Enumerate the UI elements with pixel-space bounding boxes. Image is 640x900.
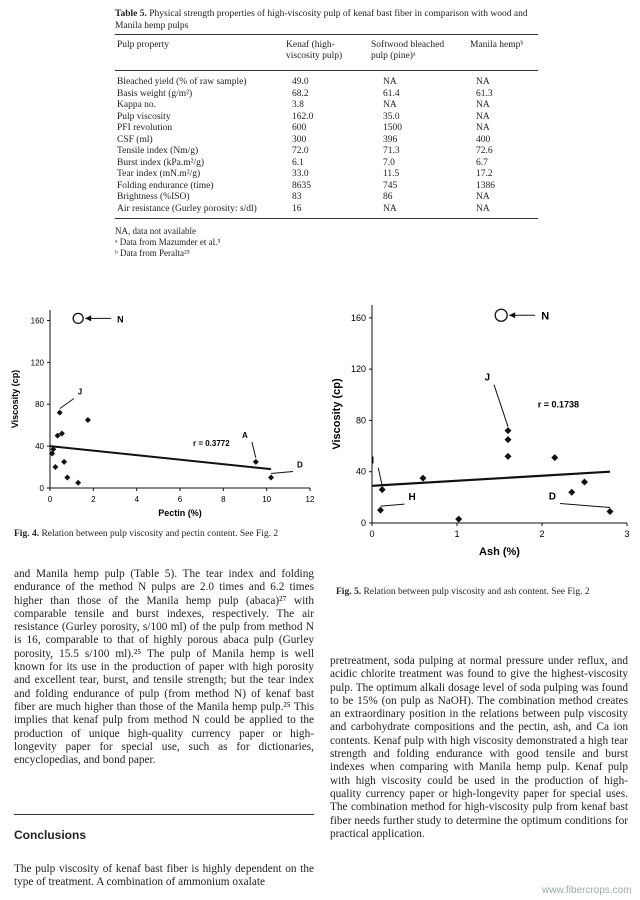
x-tick-label: 6 — [177, 495, 183, 504]
table-cell: 72.0 — [292, 146, 309, 156]
data-point — [377, 507, 384, 514]
table-cell: NA — [383, 203, 397, 214]
y-tick-label: 40 — [355, 466, 366, 477]
table-title: Physical strength properties of high-viscosity pulp of kenaf bast fiber in comparison with wood and Manila hemp pulps — [115, 9, 528, 31]
table-cell: 745 — [383, 180, 398, 191]
table-cell: 86 — [383, 192, 393, 202]
data-point — [253, 459, 259, 465]
data-point — [505, 427, 512, 434]
fig5-text: Relation between pulp viscosity and ash content. See Fig. 2 — [363, 587, 590, 597]
data-point — [505, 436, 512, 443]
table-label: Table 5. — [115, 9, 147, 19]
y-axis-label: Viscosity (cp) — [331, 378, 343, 450]
fig4-text: Relation between pulp viscosity and pectin content. See Fig. 2 — [41, 529, 279, 539]
fig5-label: Fig. 5. — [336, 587, 362, 597]
table-cell: 33.0 — [292, 169, 309, 179]
annotation-label: N — [541, 310, 550, 323]
table-cell: 162.0 — [292, 111, 314, 122]
data-point — [379, 486, 386, 493]
y-tick-label: 80 — [355, 415, 366, 426]
fig4-label: Fig. 4. — [14, 529, 40, 539]
table-cell: 1386 — [476, 180, 495, 191]
footnote-a: ᵃ Data from Mazumder et al.⁵ — [115, 237, 221, 247]
table-footnotes — [115, 226, 221, 259]
annotation-label: N — [117, 314, 124, 325]
data-point — [581, 478, 588, 485]
table-cell: 35.0 — [383, 111, 400, 122]
table-cell: 11.5 — [383, 169, 400, 179]
table-row — [115, 158, 538, 169]
table-cell: Air resistance (Gurley porosity: s/dl) — [117, 203, 257, 214]
x-tick-label: 2 — [91, 495, 96, 504]
table-cell: PFI revolution — [117, 123, 173, 133]
annotation-label: A — [242, 430, 248, 440]
annotation-label: J — [484, 372, 490, 384]
table-cell: Brightness (%ISO) — [117, 192, 190, 202]
x-tick-label: 4 — [134, 495, 139, 504]
data-point — [607, 508, 614, 515]
table-row — [115, 123, 538, 134]
data-point — [52, 464, 58, 470]
table-cell: 83 — [292, 192, 302, 202]
y-tick-label: 40 — [35, 442, 44, 452]
table-header-rule — [115, 70, 538, 71]
table-row — [115, 112, 538, 123]
table-cell: 400 — [476, 134, 491, 145]
annotation-arrow — [378, 468, 382, 486]
table-cell: 6.1 — [292, 157, 304, 168]
data-point — [268, 475, 274, 481]
table-row — [115, 100, 538, 111]
table-cell: 3.8 — [292, 100, 304, 110]
table-cell: Pulp viscosity — [117, 111, 171, 122]
watermark: www.fibercrops.com — [542, 885, 632, 896]
annotation-arrow — [271, 472, 293, 474]
table-cell: Tensile index (Nm/g) — [117, 146, 199, 156]
table-cell: NA — [476, 203, 490, 214]
y-tick-label: 80 — [35, 400, 44, 410]
x-tick-label: 0 — [47, 495, 53, 504]
table-cell: Folding endurance (time) — [117, 180, 214, 191]
table-top-rule — [115, 34, 538, 35]
annotation-label: D — [548, 491, 556, 503]
x-axis-label: Pectin (%) — [158, 508, 202, 518]
conclusions-heading: Conclusions — [14, 828, 87, 842]
arrow-head — [509, 312, 515, 318]
x-axis-label: Ash (%) — [479, 546, 520, 558]
table-cell: NA — [476, 123, 490, 133]
x-tick-label: 12 — [305, 495, 315, 504]
x-tick-label: 2 — [539, 529, 545, 539]
x-tick-label: 8 — [221, 495, 226, 504]
table-cell: NA — [476, 100, 490, 110]
y-tick-label: 160 — [30, 316, 44, 326]
table-row — [115, 181, 538, 192]
data-point — [75, 480, 81, 486]
fig4-caption — [14, 528, 314, 540]
table-row — [115, 89, 538, 100]
highlight-point-n — [73, 313, 83, 323]
table-cell: NA — [476, 192, 490, 202]
highlight-point-n — [495, 309, 507, 321]
data-point — [61, 459, 67, 465]
table-cell: 61.4 — [383, 88, 400, 99]
table-cell: Kappa no. — [117, 100, 157, 110]
annotation-label: J — [77, 387, 83, 397]
table-cell: 17.2 — [476, 169, 493, 179]
footnote-na: NA, data not available — [115, 226, 196, 236]
table-row — [115, 192, 538, 203]
table-header-kenaf: Kenaf (high-viscosity pulp) — [286, 40, 343, 61]
table-header-manila: Manila hempᵇ — [470, 40, 524, 50]
table-cell: 61.3 — [476, 88, 493, 99]
annotation-label: D — [297, 460, 303, 470]
data-point — [505, 453, 512, 460]
table-cell: CSF (ml) — [117, 134, 153, 145]
annotation-arrow — [560, 503, 610, 507]
data-point — [57, 410, 63, 416]
table-cell: NA — [383, 100, 397, 110]
table-row — [115, 204, 538, 215]
table-cell: Basis weight (g/m²) — [117, 88, 193, 99]
table-caption — [115, 8, 540, 32]
table-cell: 71.3 — [383, 146, 400, 156]
table-cell: NA — [476, 111, 490, 122]
fig4-chart — [0, 298, 320, 518]
annotation-arrow — [60, 399, 74, 409]
table-cell: 396 — [383, 134, 398, 145]
correlation-label: r = 0.1738 — [537, 399, 580, 410]
table-row — [115, 146, 538, 157]
right-body-paragraph: pretreatment, soda pulping at normal pressure under reflux, and acidic chlorite treatment was found to give the highest-viscosity pulp. The optimum alkali dosage level of soda pulping was found to be 15% (on pulp as NaOH). The combination method creates an extraordinary position in the relations between pulp viscosity and carbohydrate compositions and the pectin, ash, and Ca ion contents. Kenaf pulp with high viscosity demonstrated a high tear strength and folding endurance with good tensile and burst indexes when comparing with Manila hemp pulp. Kenaf pulp with high viscosity could be used in the production of high-quality currency paper or high-longevity paper for special uses. The combination method for high-viscosity pulp from kenaf bast fiber needs further study to determine the optimum conditions for practical application. — [330, 655, 628, 840]
y-tick-label: 120 — [350, 364, 366, 375]
table-row — [115, 169, 538, 180]
table-cell: NA — [383, 77, 397, 87]
table-cell: 72.6 — [476, 146, 493, 156]
table-cell: NA — [476, 77, 490, 87]
table-cell: 7.0 — [383, 157, 395, 168]
conclusions-paragraph: The pulp viscosity of kenaf bast fiber is highly dependent on the type of treatment. A combination of ammonium oxalate — [14, 863, 314, 889]
data-point — [551, 454, 558, 461]
y-tick-label: 160 — [350, 312, 366, 323]
table-cell: 300 — [292, 134, 307, 145]
annotation-label: H — [408, 492, 416, 504]
annotation-arrow — [252, 442, 256, 458]
x-tick-label: 0 — [369, 529, 375, 539]
table-cell: 8635 — [292, 180, 311, 191]
table-cell: Bleached yield (% of raw sample) — [117, 77, 247, 87]
data-point — [64, 475, 70, 481]
arrow-head — [85, 315, 91, 321]
table-bottom-rule — [115, 218, 538, 219]
y-tick-label: 0 — [39, 484, 44, 493]
footnote-b: ᵇ Data from Peralta²⁵ — [115, 248, 190, 258]
trendline — [372, 472, 610, 486]
data-point — [420, 475, 427, 482]
table-cell: 1500 — [383, 123, 402, 133]
section-rule — [14, 814, 314, 815]
table-cell: 600 — [292, 123, 307, 133]
fig5-caption — [336, 586, 636, 598]
table-cell: 16 — [292, 203, 302, 214]
data-point — [568, 489, 575, 496]
table-header-softwood: Softwood bleached pulp (pine)ᵃ — [371, 40, 445, 61]
left-body-paragraph: and Manila hemp pulp (Table 5). The tear index and folding endurance of the method N pulps are 2.0 times and 6.2 times higher than those of the Manila hemp pulp (abaca)²⁷ with comparable tensile and burst indexes, respectively. The air resistance (Gurley porosity, s/100 ml) of the pulp from method N is 16, comparable to that of highly porous abaca pulp (Gurley porosity, 15.5 s/100 ml).²⁵ The pulp of Manila hemp is well known for its use in the production of paper with high porosity and excellent tear, burst, and tensile strength; but the tear index and folding endurance of pulp (from method N) of kenaf bast fiber are much higher than those of the Manila hemp pulp.²⁵ This implies that kenaf pulp from method N could be applied to the production of unique high-quality currency paper or high-longevity paper for special use, such as for dictionaries, encyclopedias, and bond paper. — [14, 568, 314, 767]
data-point — [85, 417, 91, 423]
y-tick-label: 120 — [30, 358, 44, 368]
table-header-property: Pulp property — [117, 40, 169, 50]
table-row — [115, 77, 538, 88]
y-tick-label: 0 — [360, 518, 366, 528]
table-cell: 49.0 — [292, 77, 309, 87]
annotation-arrow — [381, 504, 405, 506]
table-cell: 68.2 — [292, 88, 309, 99]
annotation-arrow — [494, 385, 508, 427]
table-cell: Tear index (mN.m²/g) — [117, 169, 201, 179]
x-tick-label: 3 — [624, 529, 630, 539]
y-axis-label: Viscosity (cp) — [10, 369, 20, 429]
annotation-label: I — [371, 455, 375, 467]
fig5-chart — [322, 290, 640, 580]
trendline — [50, 446, 271, 469]
correlation-label: r = 0.3772 — [193, 439, 230, 449]
table-cell: Burst index (kPa.m²/g) — [117, 157, 205, 168]
x-tick-label: 1 — [454, 529, 460, 539]
data-point — [455, 516, 462, 523]
table-row — [115, 135, 538, 146]
x-tick-label: 10 — [262, 495, 272, 504]
table-cell: 6.7 — [476, 157, 488, 168]
